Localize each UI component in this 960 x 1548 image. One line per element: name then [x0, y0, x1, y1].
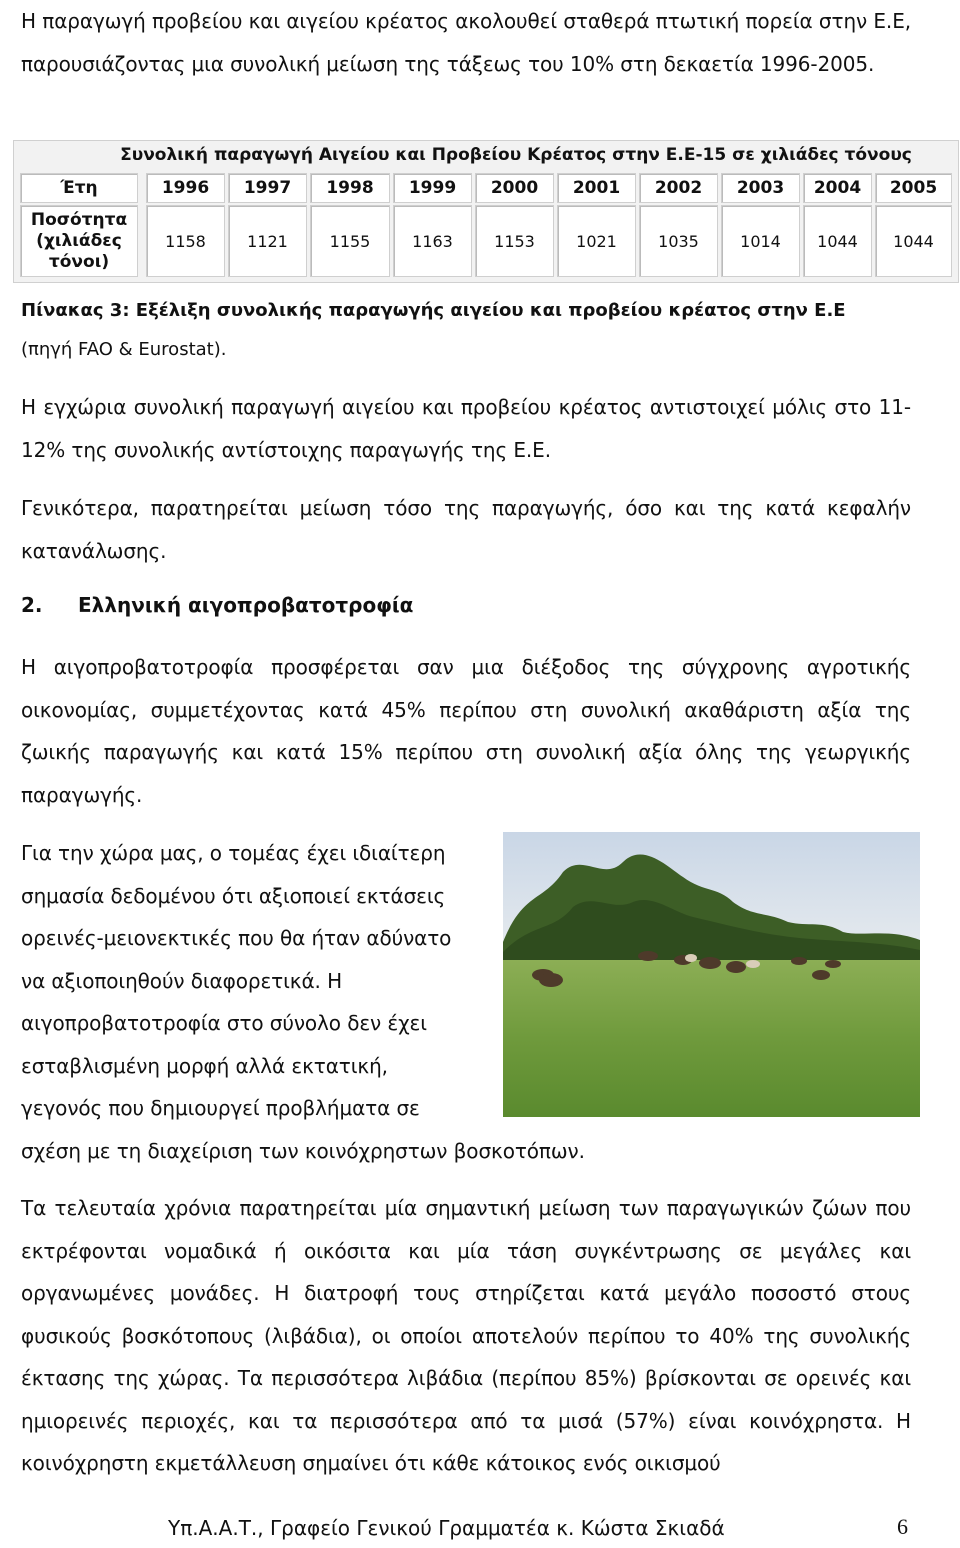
section-number: 2. — [21, 593, 43, 617]
sheep-pasture-photo — [503, 832, 920, 1117]
page-footer: Υπ.Α.Α.Τ., Γραφείο Γενικού Γραμματέα κ. Κώστα Σκιαδά — [168, 1516, 725, 1540]
table-year-cell: 1998 — [310, 173, 390, 203]
paragraph-country-line: ορεινές-μειονεκτικές που θα ήταν αδύνατο — [21, 926, 452, 950]
table-year-cell: 1996 — [146, 173, 225, 203]
paragraph-country-line: να αξιοποιηθούν διαφορετικά. Η — [21, 968, 343, 993]
paragraph-country-line: αιγοπροβατοτροφία στο σύνολο δεν έχει — [21, 1011, 427, 1035]
paragraph-country-line: γεγονός που δημιουργεί προβλήματα σε — [21, 1096, 420, 1120]
table-value-cell: 1044 — [803, 205, 872, 277]
table-header-years: Έτη — [20, 173, 138, 203]
table-year-cell: 2005 — [875, 173, 952, 203]
table-value-cell: 1021 — [557, 205, 636, 277]
table-value-cell: 1158 — [146, 205, 225, 277]
table-value-cell: 1163 — [393, 205, 472, 277]
table-year-cell: 1999 — [393, 173, 472, 203]
table-value-cell: 1153 — [475, 205, 554, 277]
section-heading — [21, 593, 921, 617]
table-year-cell: 2001 — [557, 173, 636, 203]
paragraph-country-line: εσταβλισμένη μορφή αλλά εκτατική, — [21, 1053, 388, 1078]
paragraph-consumption: Γενικότερα, παρατηρείται μείωση τόσο της παραγωγής, όσο και της κατά κεφαλήν κατανάλωσης. — [21, 496, 911, 563]
table-source: (πηγή FAO & Eurostat). — [21, 339, 227, 360]
paragraph-country-line: Για την χώρα μας, ο τομέας έχει ιδιαίτερη — [21, 841, 446, 865]
paragraph-domestic-production: Η εγχώρια συνολική παραγωγή αιγείου και προβείου κρέατος αντιστοιχεί μόλις στο 11-12% της συνολικής αντίστοιχης παραγωγής της Ε.Ε. — [21, 395, 911, 462]
table-title: Συνολική παραγωγή Αιγείου και Προβείου Κρέατος στην Ε.Ε-15 σε χιλιάδες τόνους — [120, 145, 912, 165]
table-value-cell: 1014 — [721, 205, 800, 277]
table-row-label-quantity: Ποσότητα (χιλιάδες τόνοι) — [20, 205, 138, 277]
paragraph-recent-trends: Τα τελευταία χρόνια παρατηρείται μία σημαντική μείωση των παραγωγικών ζώων που εκτρέφονται νομαδικά ή οικόσιτα και μία τάση συγκέντρωσης σε μεγάλες και οργανωμένες μονάδες. Η διατροφή τους στηρίζεται κατά μεγάλο ποσοστό στους φυσικούς βοσκότοπους (λιβάδια), οι οποίοι αποτελούν περίπου το 40% της συνολικής έκτασης της χώρας. Τα περισσότερα λιβάδια (περίπου 85%) βρίσκονται σε ορεινές και ημιορεινές περιοχές, και τα περισσότερα από τα μισά (57%) είναι κοινόχρηστα. Η κοινόχρηστη εκμετάλλευση σημαίνει ότι κάθε κάτοικος ενός οικισμού — [21, 1196, 911, 1475]
table-year-cell: 1997 — [228, 173, 307, 203]
paragraph-sector-importance: Η αιγοπροβατοτροφία προσφέρεται σαν μια διέξοδος της σύγχρονης αγροτικής οικονομίας, συμμετέχοντας κατά 45% περίπου στη συνολική ακαθάριστη αξία της ζωικής παραγωγής και κατά 15% περίπου στη συνολική αξία όλης της γεωργικής παραγωγής. — [21, 655, 911, 807]
paragraph-country-last-line: σχέση με τη διαχείριση των κοινόχρηστων βοσκοτόπων. — [21, 1139, 585, 1163]
section-title: Ελληνική αιγοπροβατοτροφία — [78, 593, 414, 617]
table-value-cell: 1044 — [875, 205, 952, 277]
table-caption: Πίνακας 3: Εξέλιξη συνολικής παραγωγής αιγείου και προβείου κρέατος στην Ε.Ε — [21, 300, 846, 321]
table-year-cell: 2003 — [721, 173, 800, 203]
table-value-cell: 1035 — [639, 205, 718, 277]
paragraph-country-line: σημασία δεδομένου ότι αξιοποιεί εκτάσεις — [21, 883, 446, 908]
table-value-cell: 1155 — [310, 205, 390, 277]
table-year-cell: 2004 — [803, 173, 872, 203]
production-table — [13, 140, 959, 283]
table-value-cell: 1121 — [228, 205, 307, 277]
sheep-pasture-image — [503, 832, 920, 1117]
intro-paragraph: Η παραγωγή προβείου και αιγείου κρέατος ακολουθεί σταθερά πτωτική πορεία στην Ε.Ε, παρουσιάζοντας μια συνολική μείωση της τάξεως του 10% στη δεκαετία 1996-2005. — [21, 9, 911, 76]
table-year-cell: 2002 — [639, 173, 718, 203]
page-number: 6 — [897, 1514, 908, 1539]
table-year-cell: 2000 — [475, 173, 554, 203]
